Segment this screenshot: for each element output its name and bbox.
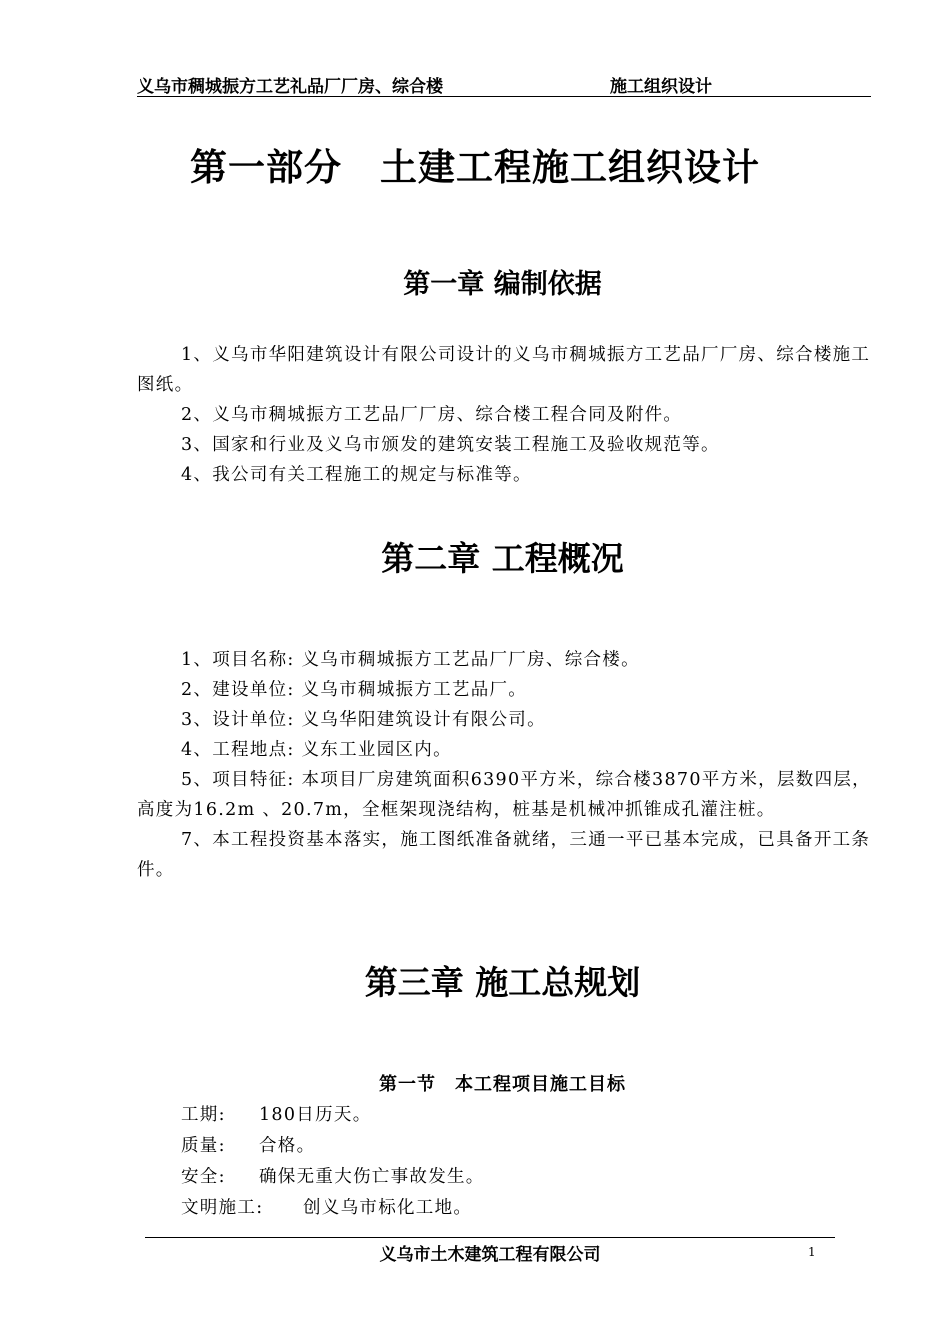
chapter1-item: 3、国家和行业及义乌市颁发的建筑安装工程施工及验收规范等。 <box>181 435 720 455</box>
goal-value: 180日历天。 <box>259 1105 372 1125</box>
goal-label: 安全: <box>181 1167 226 1187</box>
goal-row <box>181 1193 485 1224</box>
chapter2-item: 5、项目特征: 本项目厂房建筑面积6390平方米，综合楼3870平方米，层数四层，高度为16.2m 、20.7m，全框架现浇结构，桩基是机械冲抓锥成孔灌注桩。 <box>137 770 871 820</box>
chapter1-item: 1、义乌市华阳建筑设计有限公司设计的义乌市稠城振方工艺品厂厂房、综合楼施工图纸。 <box>137 345 871 395</box>
section1-title: 第一节 本工程项目施工目标 <box>379 1074 626 1095</box>
goal-row <box>181 1100 485 1131</box>
chapter2-item: 4、工程地点: 义东工业园区内。 <box>181 740 452 760</box>
footer-company: 义乌市土木建筑工程有限公司 <box>379 1245 601 1265</box>
chapter1-title: 第一章 编制依据 <box>403 269 602 300</box>
chapter1-item: 2、义乌市稠城振方工艺品厂厂房、综合楼工程合同及附件。 <box>181 405 683 425</box>
chapter2-body <box>137 645 873 885</box>
chapter2-item: 1、项目名称: 义乌市稠城振方工艺品厂厂房、综合楼。 <box>181 650 640 670</box>
goals-list <box>181 1100 485 1224</box>
page-number: 1 <box>808 1245 816 1259</box>
header-project-name: 义乌市稠城振方工艺礼品厂厂房、综合楼 <box>137 77 443 97</box>
chapter2-title: 第二章 工程概况 <box>381 539 624 578</box>
goal-row <box>181 1131 485 1162</box>
part-title: 第一部分 土建工程施工组织设计 <box>190 146 760 189</box>
chapter1-item: 4、我公司有关工程施工的规定与标准等。 <box>181 465 532 485</box>
chapter3-title: 第三章 施工总规划 <box>364 963 641 1002</box>
goal-label: 工期: <box>181 1105 226 1125</box>
goal-label: 文明施工: <box>181 1198 264 1218</box>
page-header <box>137 70 871 97</box>
goal-value: 确保无重大伤亡事故发生。 <box>259 1167 485 1187</box>
chapter1-body <box>137 340 873 490</box>
footer-divider <box>145 1237 835 1238</box>
chapter2-item: 2、建设单位: 义乌市稠城振方工艺品厂。 <box>181 680 528 700</box>
header-doc-type: 施工组织设计 <box>610 77 712 97</box>
chapter2-item: 3、设计单位: 义乌华阳建筑设计有限公司。 <box>181 710 546 730</box>
chapter2-item: 7、本工程投资基本落实，施工图纸准备就绪，三通一平已基本完成，已具备开工条件。 <box>137 830 871 880</box>
goal-value: 创义乌市标化工地。 <box>303 1198 473 1218</box>
goal-label: 质量: <box>181 1136 226 1156</box>
goal-value: 合格。 <box>259 1136 316 1156</box>
goal-row <box>181 1162 485 1193</box>
